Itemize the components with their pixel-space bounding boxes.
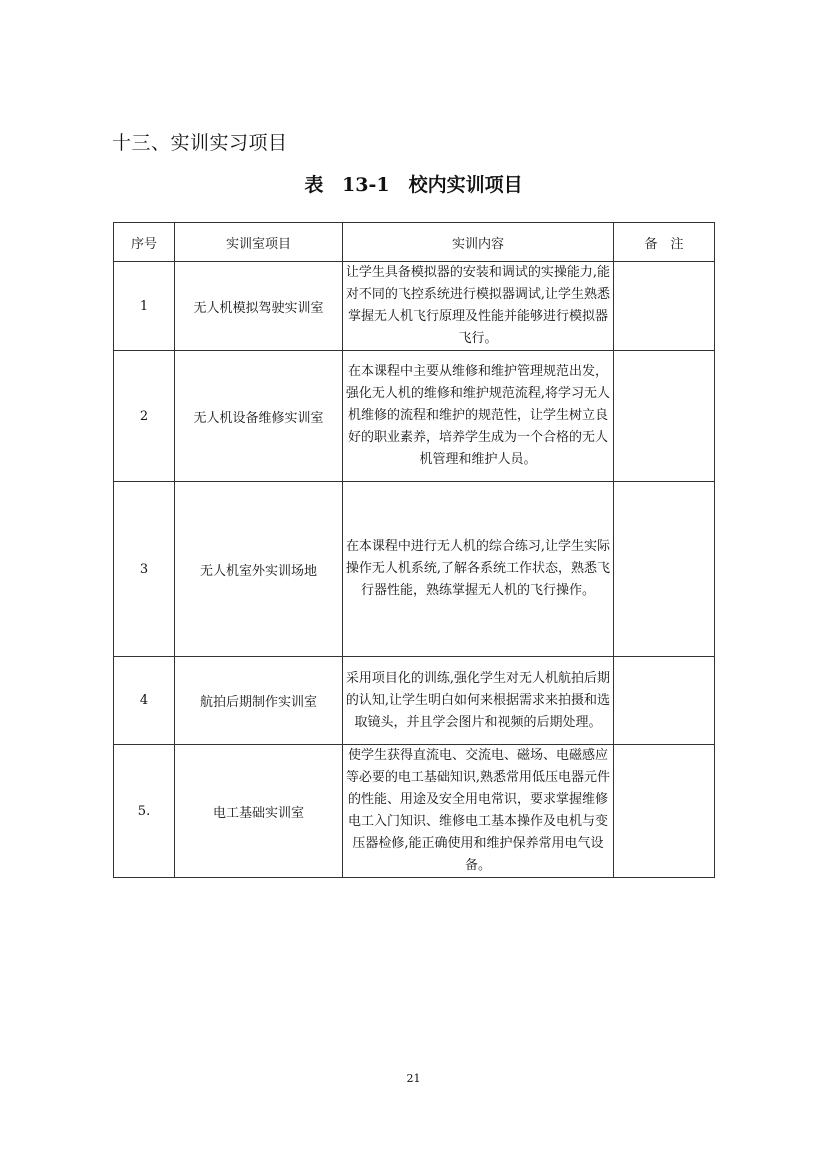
row-note (614, 745, 715, 878)
header-num: 序号 (114, 223, 175, 262)
page-number: 21 (406, 1072, 421, 1085)
row-note (614, 351, 715, 482)
row-num: 5. (114, 745, 175, 878)
table-row (114, 657, 715, 745)
row-num: 2 (114, 351, 175, 482)
row-name: 无人机设备维修实训室 (175, 351, 343, 482)
row-content: 让学生具备模拟器的安装和调试的实操能力,能对不同的飞控系统进行模拟器调试,让学生熟悉掌握无人机飞行原理及性能并能够进行模拟器飞行。 (343, 262, 614, 351)
row-num: 3 (114, 482, 175, 657)
table-row (114, 351, 715, 482)
table-header-row (114, 223, 715, 262)
row-content: 使学生获得直流电、交流电、磁场、电磁感应等必要的电工基础知识,熟悉常用低压电器元件的性能、用途及安全用电常识，要求掌握维修电工入门知识、维修电工基本操作及电机与变压器检修,能正确使用和维护保养常用电气设备。 (343, 745, 614, 878)
row-num: 4 (114, 657, 175, 745)
header-name: 实训室项目 (175, 223, 343, 262)
row-content: 采用项目化的训练,强化学生对无人机航拍后期的认知,让学生明白如何来根据需求来拍摄和选取镜头，并且学会图片和视频的后期处理。 (343, 657, 614, 745)
header-note: 备 注 (614, 223, 715, 262)
row-note (614, 657, 715, 745)
table-caption: 表 13-1 校内实训项目 (304, 174, 523, 196)
row-note (614, 262, 715, 351)
row-note (614, 482, 715, 657)
table-row (114, 262, 715, 351)
row-name: 航拍后期制作实训室 (175, 657, 343, 745)
row-name: 无人机室外实训场地 (175, 482, 343, 657)
row-content: 在本课程中进行无人机的综合练习,让学生实际操作无人机系统,了解各系统工作状态，熟悉飞行器性能，熟练掌握无人机的飞行操作。 (343, 482, 614, 657)
training-projects-table (113, 222, 715, 878)
row-content: 在本课程中主要从维修和维护管理规范出发，强化无人机的维修和维护规范流程,将学习无人机维修的流程和维护的规范性，让学生树立良好的职业素养，培养学生成为一个合格的无人机管理和维护人员。 (343, 351, 614, 482)
section-title: 十三、实训实习项目 (112, 132, 288, 154)
row-name: 电工基础实训室 (175, 745, 343, 878)
table-row (114, 482, 715, 657)
row-name: 无人机模拟驾驶实训室 (175, 262, 343, 351)
header-content: 实训内容 (343, 223, 614, 262)
table-row (114, 745, 715, 878)
row-num: 1 (114, 262, 175, 351)
